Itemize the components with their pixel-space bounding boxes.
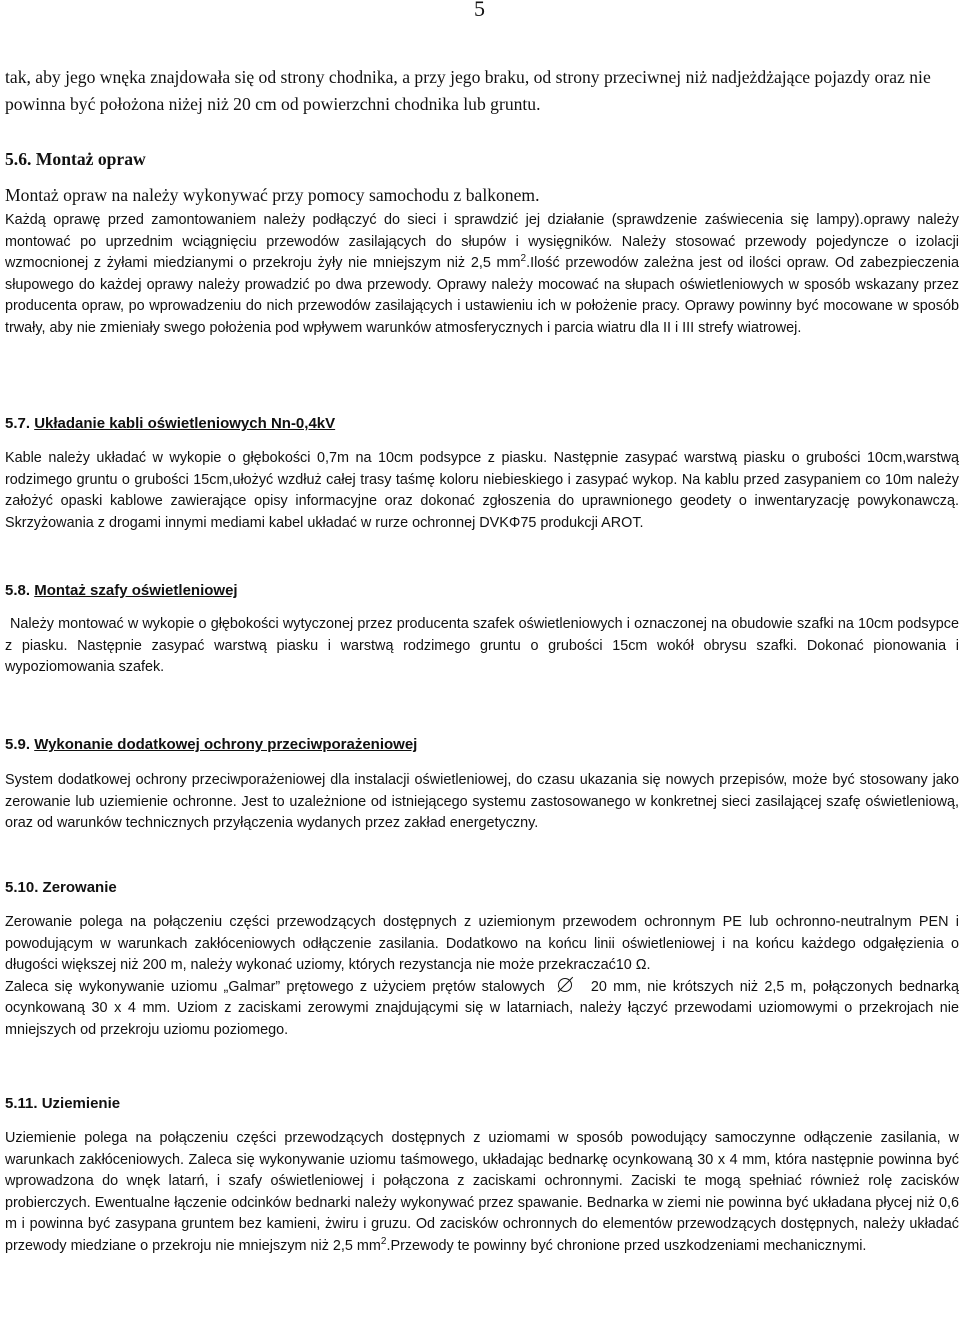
intro-paragraph bbox=[5, 64, 959, 118]
intro-text: tak, aby jego wnęka znajdowała się od strony chodnika, a przy jego braku, od strony przeciwnej niż nadjeżdżające pojazdy oraz nie powinna być położona niżej niż 20 cm od powierzchni chodnika lub gruntu. bbox=[5, 67, 931, 114]
section-5-8-body bbox=[5, 614, 959, 679]
section-5-11-heading bbox=[5, 1093, 959, 1115]
section-5-8-heading bbox=[5, 580, 959, 602]
body-part-a: Każdą oprawę przed zamontowaniem należy podłączyć do sieci i sprawdzić jej działanie (sprawdzenie zaświecenia się lampy).oprawy należy montować po uprzednim wciągnięciu przewodów zasilających do słupów i wysięgników. Należy stosować przewody pojedyncze o izolacji wzmocnionej z żyłami miedzianymi o przekroju żyły nie mniejszym niż 2,5 mm bbox=[5, 212, 959, 271]
section-number: 5.6. bbox=[5, 149, 32, 169]
section-5-6-heading bbox=[5, 146, 959, 173]
diameter-icon bbox=[557, 977, 573, 993]
body-part-a: Zaleca się wykonywanie uziomu „Galmar” prętowego z użyciem prętów stalowych bbox=[5, 978, 545, 995]
body-text: System dodatkowej ochrony przeciwporażeniowej dla instalacji oświetleniowej, do czasu ukazania się nowych przepisów, może być stosowany jako zerowanie lub uziemienie ochronne. Jest to uzależnione od istniejącego systemu zastosowanego w konkretnej sieci zasilającej szafę oświetleniową, oraz od warunków technicznych przyłączenia wydanych przez zakład energetyczny. bbox=[5, 772, 959, 831]
section-title: Uziemienie bbox=[41, 1095, 121, 1112]
body-text: Zerowanie polega na połączeniu części przewodzących dostępnych z uziemionym przewodem ochronnym PE lub ochronno-neutralnym PEN i powodującym w warunkach zakłóceniowych odłączenie zasilania. Dodatkowo na końcu linii oświetleniowej i na końcu każdego odgałęzienia o długości większej niż 200 m, należy wykonać uziomy, których rezystancja nie może przekraczać10 Ω. bbox=[5, 914, 959, 973]
section-title: Montaż szafy oświetleniowej bbox=[34, 582, 238, 599]
section-5-6-lead bbox=[5, 182, 959, 209]
body-text: Kable należy układać w wykopie o głębokości 0,7m na 10cm podsypce z piasku. Następnie zasypać warstwą piasku o grubości 10cm,warstwą rodzimego gruntu o grubości 15cm,ułożyć wzdłuż całej trasy taśmę koloru niebieskiego i zasypać wykop. Na kablu przed zasypaniem co 10m należy założyć opaski kablowe zawierające opisy informacyjne oraz dokonać zgłoszenia do uprawnionego geodety o inwentaryzację powykonawczą. Skrzyżowania z drogami innymi mediami kabel układać w rurze ochronnej DVKΦ75 produkcji AROT. bbox=[5, 450, 959, 531]
section-5-9-heading bbox=[5, 734, 959, 756]
section-title: Wykonanie dodatkowej ochrony przeciwporażeniowej bbox=[34, 736, 418, 753]
body-text-2 bbox=[5, 977, 959, 1042]
body-part-a: Uziemienie polega na połączeniu części przewodzących dostępnych z uziomami w sposób powodujący samoczynne odłączenie zasilania, w warunkach zakłóceniowych. Zaleca się wykonywanie uziomu taśmowego, układając bednarkę ocynkowaną 30 x 4 mm, która następnie powinna być wprowadzona do wnęk latarń, i szafy oświetleniowej i połączona z zaciskami ochronnymi. Zaciski te mogą spełniać również rolę zacisków probierczych. Ewentualne łączenie odcinków bednarki należy wykonywać przez spawanie. Bednarka w ziemi nie powinna być układana płycej niż 0,6 m i powinna być zasypana gruntem bez kamieni, żwiru i gruzu. Od zacisków ochronnych do elementów przewodzących dostępnych, należy układać przewody miedziane o przekroju nie mniejszym niż 2,5 mm bbox=[5, 1130, 959, 1254]
lead-text: Montaż opraw na należy wykonywać przy pomocy samochodu z balkonem. bbox=[5, 185, 540, 205]
section-5-10-body bbox=[5, 912, 959, 1041]
section-5-10-heading bbox=[5, 877, 959, 899]
section-5-9-body bbox=[5, 770, 959, 835]
superscript: 2 bbox=[520, 253, 527, 265]
section-number: 5.11. bbox=[5, 1095, 38, 1112]
body-text: Należy montować w wykopie o głębokości wytyczonej przez producenta szafek oświetleniowych i oznaczonej na obudowie szafki na 10cm podsypce z piasku. Następnie zasypać warstwą piasku i warstwą rodzimego gruntu o grubości 15cm wokół obrysu szafki. Dokonać pionowania i wypoziomowania szafek. bbox=[5, 616, 959, 675]
section-number: 5.7. bbox=[5, 415, 31, 432]
body-part-b: .Przewody te powinny być chronione przed uszkodzeniami mechanicznymi. bbox=[386, 1237, 867, 1254]
section-number: 5.8. bbox=[5, 582, 31, 599]
section-5-7-heading bbox=[5, 413, 959, 435]
body-text bbox=[5, 1128, 959, 1257]
section-5-7-body bbox=[5, 448, 959, 534]
body-part-b: 20 mm, nie krótszych niż 2,5 m, połączonych bednarką ocynkowaną 30 x 4 mm. Uziom z zaciskami zerowymi znajdującymi się w latarniach, należy łączyć przewodami uziomowymi o przekrojach nie mniejszych od przekroju uziomu poziomego. bbox=[5, 978, 959, 1038]
section-5-11-body bbox=[5, 1128, 959, 1257]
page-number: 5 bbox=[474, 0, 485, 21]
body-text bbox=[5, 210, 959, 339]
body-part-b: .Ilość przewodów zależna jest od ilości opraw. Od zabezpieczenia słupowego do każdej oprawy należy prowadzić po dwa przewody. Oprawy należy mocować na słupach oświetleniowych w sposób wskazany przez producenta opraw, po wprowadzeniu do nich przewodów zasilających i ustawieniu ich w położenie pracy. Oprawy powinny być mocowane w sposób trwały, aby nie zmieniały swego położenia pod wpływem warunków atmosferycznych i parcia wiatru dla II i III strefy wiatrowej. bbox=[5, 255, 959, 336]
section-title: Zerowanie bbox=[42, 879, 117, 896]
section-number: 5.10. bbox=[5, 879, 39, 896]
section-title: Montaż opraw bbox=[35, 149, 146, 169]
section-title: Układanie kabli oświetleniowych Nn-0,4kV bbox=[34, 415, 336, 432]
section-5-6-body bbox=[5, 210, 959, 339]
section-number: 5.9. bbox=[5, 736, 31, 753]
superscript: 2 bbox=[380, 1235, 387, 1247]
